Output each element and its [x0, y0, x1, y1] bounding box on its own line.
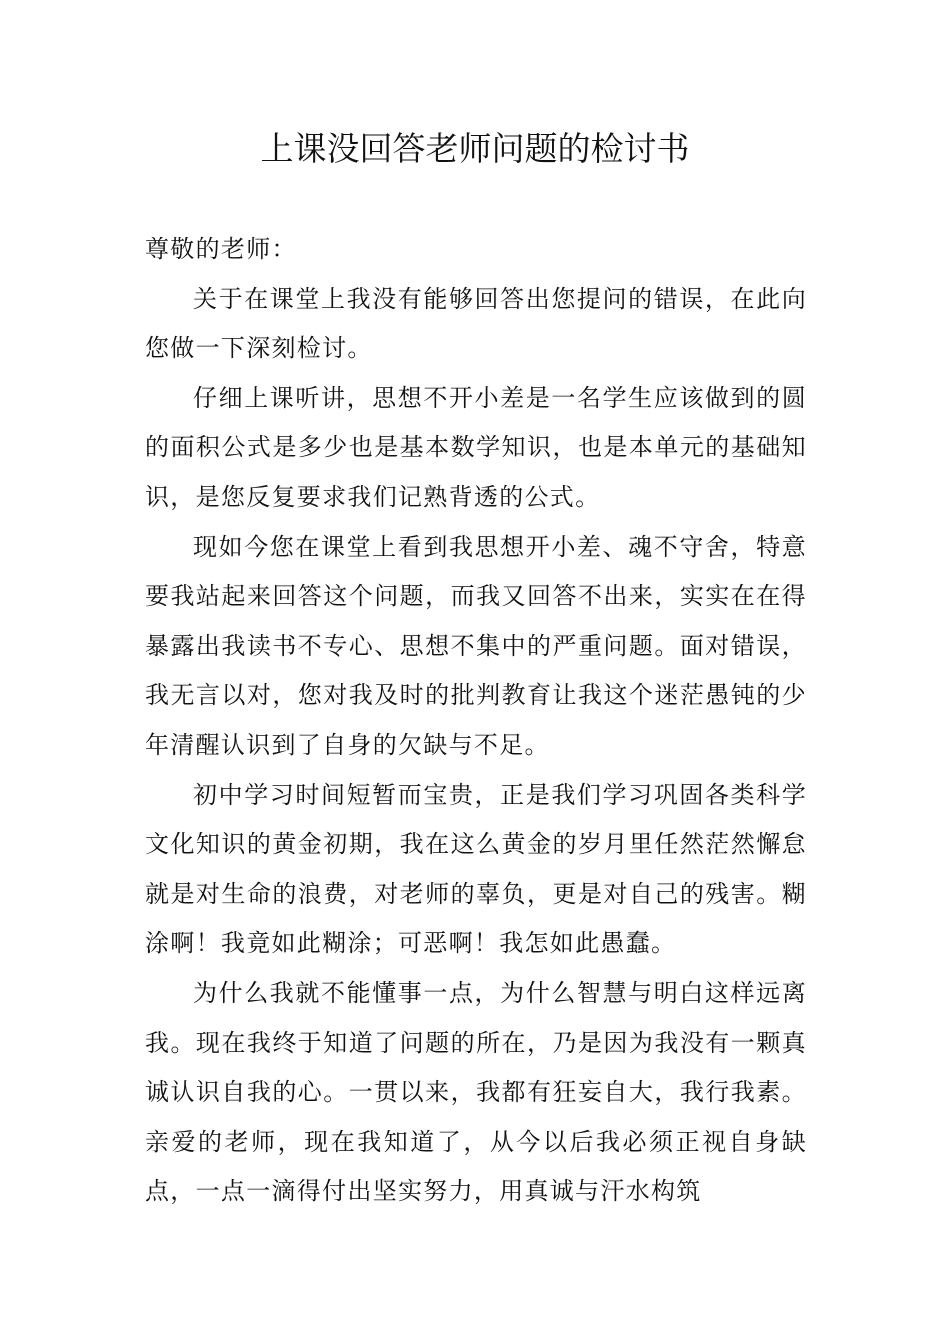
paragraph-2: 仔细上课听讲，思想不开小差是一名学生应该做到的圆的面积公式是多少也是基本数学知识，也是本单元的基础知识，是您反复要求我们记熟背透的公式。 — [145, 383, 807, 511]
salutation: 尊敬的老师： — [145, 235, 297, 263]
paragraph-1: 关于在课堂上我没有能够回答出您提问的错误，在此向您做一下深刻检讨。 — [145, 284, 807, 363]
document-body — [145, 225, 807, 1217]
paragraph-4: 初中学习时间短暂而宝贵，正是我们学习巩固各类科学文化知识的黄金初期，我在这么黄金的岁月里任然茫然懈怠就是对生命的浪费，对老师的辜负，更是对自己的残害。糊涂啊！我竟如此糊涂；可恶啊！我怎如此愚蠢。 — [145, 780, 807, 958]
paragraph-3: 现如今您在课堂上看到我思想开小差、魂不守舍，特意要我站起来回答这个问题，而我又回答不出来，实实在在得暴露出我读书不专心、思想不集中的严重问题。面对错误，我无言以对，您对我及时的批判教育让我这个迷茫愚钝的少年清醒认识到了自身的欠缺与不足。 — [145, 532, 807, 759]
paragraph-5: 为什么我就不能懂事一点，为什么智慧与明白这样远离我。现在我终于知道了问题的所在，乃是因为我没有一颗真诚认识自我的心。一贯以来，我都有狂妄自大，我行我素。亲爱的老师，现在我知道了，从今以后我必须正视自身缺点，一点一滴得付出坚实努力，用真诚与汗水构筑 — [145, 978, 807, 1206]
document-title: 上课没回答老师问题的检讨书 — [260, 129, 690, 168]
